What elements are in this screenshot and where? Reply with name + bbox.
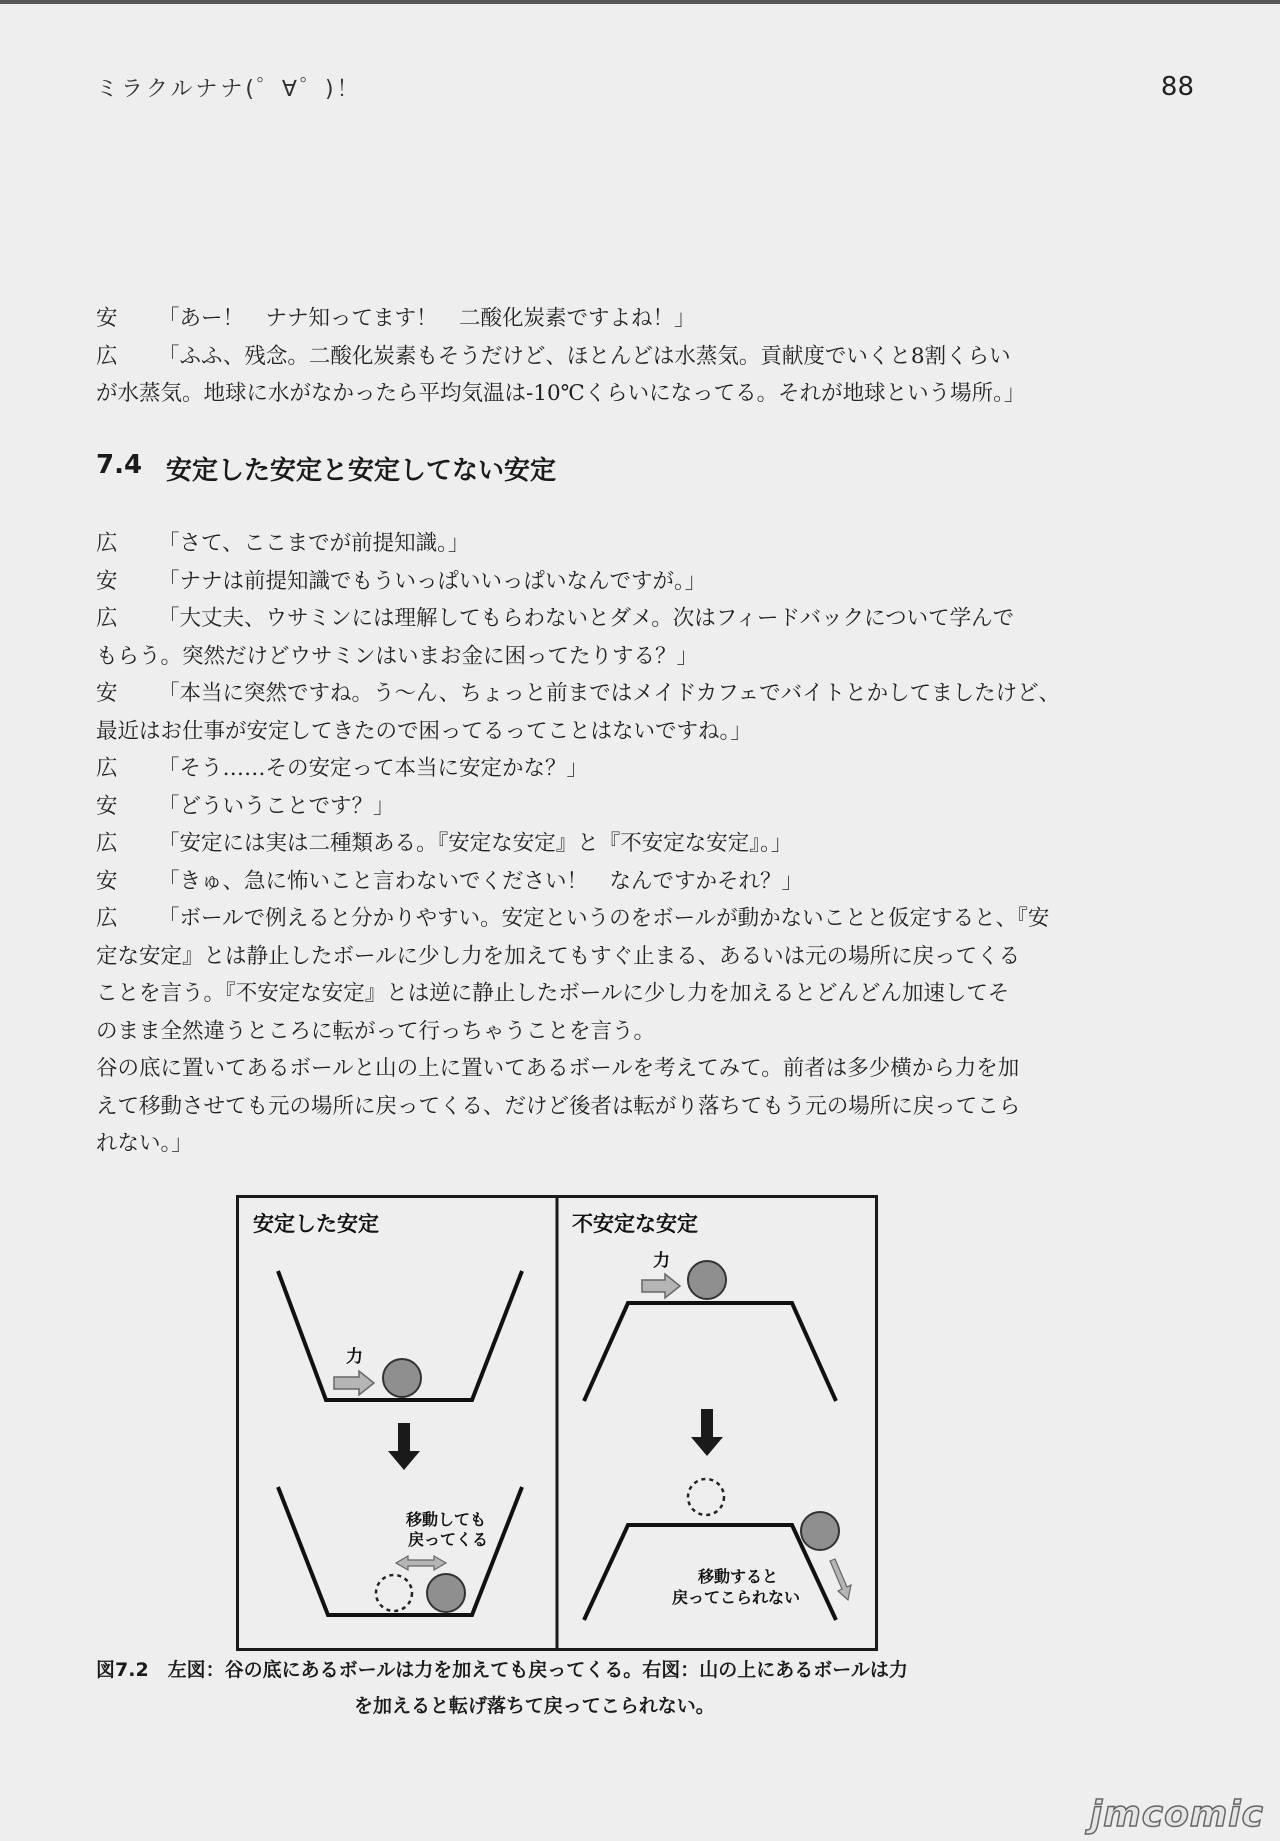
section-title: 安定した安定と安定してない安定 bbox=[166, 456, 557, 486]
dialogue-line bbox=[96, 825, 1018, 863]
ball-valley-bottom bbox=[427, 1574, 465, 1612]
speaker-mark: 広 bbox=[96, 906, 118, 931]
speaker-mark: 安 bbox=[96, 568, 118, 594]
caption-line-2: を加えると転げ落ちて戻ってこられない。 bbox=[354, 1695, 715, 1717]
ball-ghost-left bbox=[376, 1575, 412, 1611]
move-label-right-2: 戻ってこられない bbox=[672, 1588, 801, 1607]
right-panel-title: 不安定な安定 bbox=[572, 1212, 698, 1236]
figure-caption bbox=[96, 1652, 1018, 1724]
dialogue-text: 「どういうことです？」 bbox=[158, 793, 395, 819]
dialogue-text: 谷の底に置いてあるボールと山の上に置いてあるボールを考えてみて。前者は多少横から力を加 bbox=[96, 1056, 1020, 1081]
dialogue-text: 「あー！ ナナ知ってます！ 二酸化炭素ですよね！」 bbox=[158, 306, 696, 331]
move-label-right-1: 移動すると bbox=[698, 1567, 779, 1586]
dialogue-text: 「さて、ここまでが前提知識。」 bbox=[158, 531, 470, 556]
dialogue-line bbox=[96, 975, 1018, 1013]
dialogue-text: 「そう……その安定って本当に安定かな？」 bbox=[158, 756, 589, 781]
dialogue-line bbox=[96, 750, 1018, 788]
dialogue-text: 「大丈夫、ウサミンには理解してもらわないとダメ。次はフィードバックについて学んで bbox=[158, 606, 1015, 631]
dialogue-text: れない。」 bbox=[96, 1131, 193, 1156]
speaker-mark: 広 bbox=[96, 531, 118, 556]
force-label-top: 力 bbox=[346, 1347, 363, 1367]
ball-hill-falling bbox=[801, 1512, 839, 1550]
dialogue-line bbox=[96, 900, 1050, 938]
dialogue-line bbox=[96, 375, 1026, 413]
page-number: 88 bbox=[1160, 72, 1194, 102]
dialogue-text: 「ナナは前提知識でもういっぱいいっぱいなんですが。」 bbox=[158, 568, 707, 594]
dialogue-text: が水蒸気。地球に水がなかったら平均気温は-10℃くらいになってる。それが地球という場所。」 bbox=[96, 381, 1026, 406]
ball-hill-top bbox=[688, 1261, 726, 1299]
speaker-mark: 広 bbox=[96, 606, 118, 631]
falling-arrow bbox=[830, 1559, 851, 1600]
dialogue-text: 「安定には実は二種類ある。『安定な安定』と『不安定な安定』。」 bbox=[158, 831, 793, 856]
force-arrow-right bbox=[642, 1274, 680, 1298]
dialogue-text: もらう。突然だけどウサミンはいまお金に困ってたりする？」 bbox=[96, 643, 699, 669]
dialogue-line bbox=[96, 938, 1021, 976]
ball-ghost-right bbox=[688, 1479, 724, 1515]
dialogue-line bbox=[96, 338, 1018, 376]
speaker-mark: 広 bbox=[96, 831, 118, 856]
dialogue-line bbox=[96, 300, 1018, 338]
dialogue-line bbox=[96, 600, 1018, 638]
dialogue-line bbox=[96, 713, 1018, 751]
dialogue-line bbox=[96, 675, 1061, 713]
dialogue-text: 「ふふ、残念。二酸化炭素もそうだけど、ほとんどは水蒸気。貢献度でいくと8割くらい bbox=[158, 343, 1011, 369]
dialogue-line bbox=[96, 1013, 1018, 1051]
speaker-mark: 広 bbox=[96, 756, 118, 781]
down-arrow-right bbox=[691, 1409, 723, 1456]
page-top-edge bbox=[0, 0, 1280, 4]
dialogue-line bbox=[96, 525, 1018, 563]
force-label-right: 力 bbox=[653, 1251, 670, 1271]
dialogue-line bbox=[96, 563, 1018, 601]
move-label-left-1: 移動しても bbox=[406, 1510, 487, 1529]
running-title: ミラクルナナ(゜∀゜)！ bbox=[96, 77, 362, 102]
section-number: 7.4 bbox=[96, 450, 143, 480]
move-label-left-2: 戻ってくる bbox=[408, 1530, 489, 1549]
speaker-mark: 安 bbox=[96, 793, 118, 819]
dialogue-line bbox=[96, 1125, 1018, 1163]
dialogue-line bbox=[96, 638, 1018, 676]
dialogue-text: 「ボールで例えると分かりやすい。安定というのをボールが動かないことと仮定すると、『安 bbox=[158, 906, 1050, 931]
dialogue-text: のまま全然違うところに転がって行っちゃうことを言う。 bbox=[96, 1018, 656, 1044]
intro-dialogue bbox=[96, 300, 1026, 413]
valley-bottom bbox=[278, 1487, 522, 1615]
dialogue-text: えて移動させても元の場所に戻ってくる、だけど後者は転がり落ちてもう元の場所に戻ってこら bbox=[96, 1093, 1021, 1119]
dialogue-text: 「きゅ、急に怖いこと言わないでください！ なんですかそれ？」 bbox=[158, 868, 804, 894]
section-heading bbox=[96, 450, 556, 487]
body-dialogue bbox=[96, 525, 1061, 1163]
speaker-mark: 広 bbox=[96, 343, 118, 369]
left-panel-title: 安定した安定 bbox=[253, 1212, 379, 1236]
hill-top bbox=[584, 1303, 836, 1401]
speaker-mark: 安 bbox=[96, 306, 118, 331]
dialogue-line bbox=[96, 1088, 1021, 1126]
dialogue-line bbox=[96, 788, 1018, 826]
force-arrow-top bbox=[334, 1371, 374, 1395]
down-arrow-left bbox=[388, 1423, 420, 1470]
dialogue-text: 「本当に突然ですね。う～ん、ちょっと前まではメイドカフェでバイトとかしてましたけど、 bbox=[158, 681, 1061, 706]
dialogue-line bbox=[96, 1050, 1018, 1088]
two-way-arrow bbox=[396, 1556, 446, 1570]
ball-valley-top bbox=[383, 1359, 421, 1397]
speaker-mark: 安 bbox=[96, 681, 118, 706]
dialogue-line bbox=[96, 863, 1018, 901]
watermark: jmcomic bbox=[1089, 1794, 1264, 1835]
figure-stability bbox=[236, 1195, 878, 1651]
dialogue-text: 最近はお仕事が安定してきたので困ってるってことはないですね。」 bbox=[96, 718, 752, 744]
dialogue-text: ことを言う。『不安定な安定』とは逆に静止したボールに少し力を加えるとどんどん加速してそ bbox=[96, 981, 1010, 1006]
caption-line-1: 図7.2 左図：谷の底にあるボールは力を加えても戻ってくる。右図：山の上にあるボールは力 bbox=[96, 1659, 908, 1681]
speaker-mark: 安 bbox=[96, 868, 118, 894]
dialogue-text: 定な安定』とは静止したボールに少し力を加えてもすぐ止まる、あるいは元の場所に戻ってくる bbox=[96, 943, 1021, 969]
